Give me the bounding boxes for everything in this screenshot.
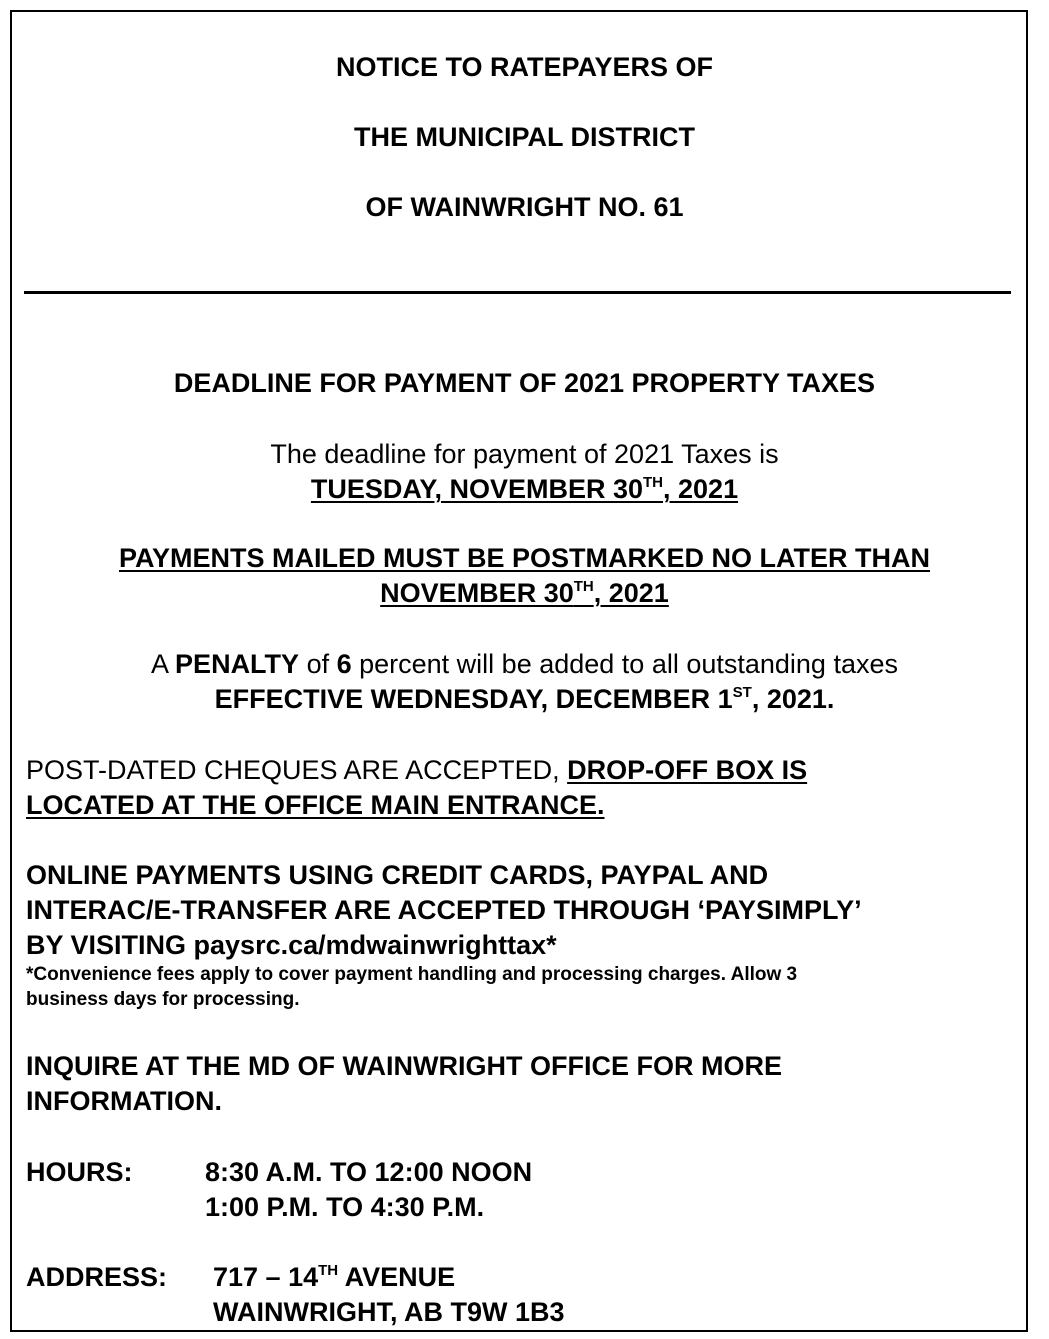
header-divider: [24, 291, 1011, 294]
deadline-date: [12, 473, 1037, 505]
cheques-line-1: POST-DATED CHEQUES ARE ACCEPTED, DROP-OFF BOX IS: [26, 755, 808, 785]
hours-line-2: 1:00 P.M. TO 4:30 P.M.: [205, 1192, 485, 1222]
inquire-line-2: INFORMATION.: [26, 1086, 222, 1116]
deadline-intro: The deadline for payment of 2021 Taxes is: [270, 439, 779, 469]
penalty-amount: 6: [336, 649, 352, 679]
fees-note-2: business days for processing.: [26, 989, 300, 1010]
cheques-line-2: LOCATED AT THE OFFICE MAIN ENTRANCE.: [26, 790, 605, 820]
hours-label: HOURS:: [26, 1157, 133, 1187]
online-line-3: BY VISITING paysrc.ca/mdwainwrighttax*: [26, 930, 557, 960]
address-line-1: 717 – 14TH AVENUE: [213, 1262, 456, 1292]
penalty-effective: EFFECTIVE WEDNESDAY, DECEMBER 1ST, 2021.: [214, 684, 835, 714]
header-line-1: NOTICE TO RATEPAYERS OF: [335, 52, 714, 82]
deadline-date-text: TUESDAY, NOVEMBER 30TH, 2021: [310, 474, 739, 504]
header-line-2: THE MUNICIPAL DISTRICT: [354, 122, 695, 152]
address-line-2: WAINWRIGHT, AB T9W 1B3: [213, 1297, 565, 1327]
hours-line-1: 8:30 A.M. TO 12:00 NOON: [205, 1157, 533, 1187]
inquire-line-1: INQUIRE AT THE MD OF WAINWRIGHT OFFICE FOR MORE: [26, 1051, 782, 1081]
penalty-line: A PENALTY of 6 percent will be added to all outstanding taxes: [151, 649, 898, 679]
address-label: ADDRESS:: [26, 1262, 168, 1292]
mailed-line-1: PAYMENTS MAILED MUST BE POSTMARKED NO LATER THAN: [118, 543, 930, 573]
online-line-2: INTERAC/E-TRANSFER ARE ACCEPTED THROUGH ‘PAYSIMPLY’: [26, 895, 862, 925]
fees-note-1: *Convenience fees apply to cover payment handling and processing charges. Allow 3: [26, 964, 798, 985]
mailed-line-2: NOVEMBER 30TH, 2021: [380, 578, 669, 608]
deadline-heading: DEADLINE FOR PAYMENT OF 2021 PROPERTY TAXES: [173, 368, 876, 398]
dropoff-box-text: DROP-OFF BOX IS: [567, 755, 808, 785]
online-line-1: ONLINE PAYMENTS USING CREDIT CARDS, PAYPAL AND: [26, 860, 769, 890]
penalty-word: PENALTY: [175, 649, 300, 679]
header-line-3: OF WAINWRIGHT NO. 61: [365, 192, 684, 222]
